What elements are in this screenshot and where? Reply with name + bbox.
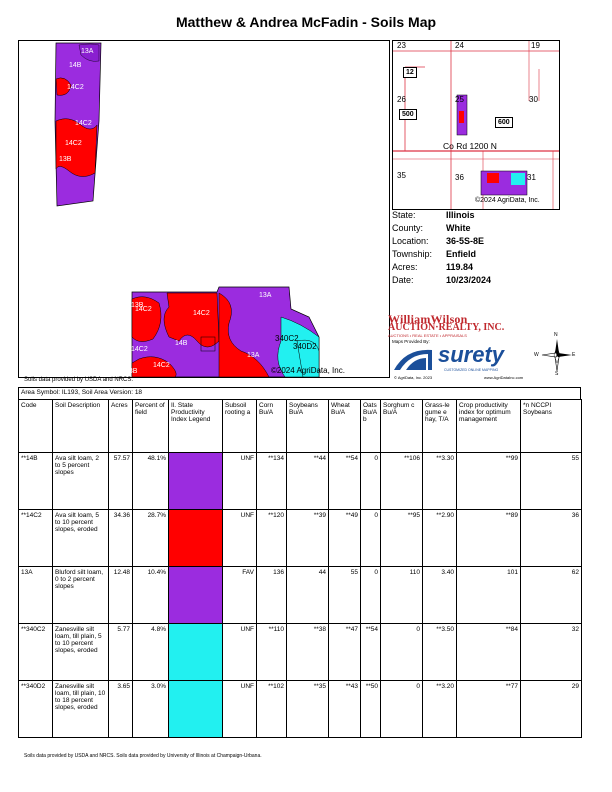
map-label: 14C2 [135,306,152,313]
col-header: Crop productivity index for optimum management [457,400,521,453]
productivity-legend-swatch [169,510,223,567]
col-header: Percent of field [133,400,169,453]
productivity-legend-swatch [169,453,223,510]
table-cell-hay: 3.40 [423,567,457,624]
table-cell-code: **340D2 [19,681,53,738]
property-info [392,209,562,287]
col-header: Il. State Productivity Index Legend [169,400,223,453]
col-header: Subsoil rooting a [223,400,257,453]
table-cell-corn: 136 [257,567,287,624]
table-cell-code: 13A [19,567,53,624]
road-marker: 12 [403,67,417,78]
col-header: Soybeans Bu/A [287,400,329,453]
table-cell-wheat: 55 [329,567,361,624]
table-cell-acres: 12.48 [109,567,133,624]
logo-website: www.AgriDataInc.com [484,375,524,380]
table-cell-rooting: FAV [223,567,257,624]
map-label: 14C2 [67,84,84,91]
table-cell-corn: **134 [257,453,287,510]
table-cell-code: **340C2 [19,624,53,681]
table-cell-pct: 10.4% [133,567,169,624]
table-cell-cpi: **84 [457,624,521,681]
table-cell-desc: Ava silt loam, 2 to 5 percent slopes [53,453,109,510]
map-label: 13B [59,156,72,163]
info-row-date [392,274,562,287]
map-label: 340D2 [293,342,317,351]
table-cell-desc: Bluford silt loam, 0 to 2 percent slopes [53,567,109,624]
table-cell-soy: **44 [287,453,329,510]
page-title: Matthew & Andrea McFadin - Soils Map [175,14,437,30]
table-row [19,510,582,567]
info-label: County: [392,223,424,233]
info-value: Enfield [446,249,477,259]
table-cell-wheat: **43 [329,681,361,738]
map-label: 340C2 [275,334,299,343]
info-row-state [392,209,562,222]
road-name: Co Rd 1200 N [443,141,497,151]
soils-ack-bottom: Soils data provided by USDA and NRCS. Soils data provided by University of Illinois at Champaign-Urbana. [24,753,262,759]
section-label: 19 [531,41,540,50]
table-cell-acres: 3.65 [109,681,133,738]
table-cell-sorghum: **95 [381,510,423,567]
table-cell-desc: Ava silt loam, 5 to 10 percent slopes, eroded [53,510,109,567]
productivity-legend-swatch [169,624,223,681]
locator-watermark: ©2024 AgriData, Inc. [475,197,540,204]
table-row [19,453,582,510]
info-label: State: [392,210,416,220]
road-marker: 600 [495,117,513,128]
table-cell-wheat: **47 [329,624,361,681]
table-cell-oats: 0 [361,567,381,624]
table-cell-soy: **38 [287,624,329,681]
table-row [19,624,582,681]
table-cell-nccpi: 55 [521,453,582,510]
table-cell-acres: 34.36 [109,510,133,567]
col-header: Corn Bu/A [257,400,287,453]
info-value: White [446,223,471,233]
table-cell-soy: **39 [287,510,329,567]
table-cell-desc: Zanesville silt loam, till plain, 5 to 10 percent slopes, eroded [53,624,109,681]
table-cell-cpi: **77 [457,681,521,738]
compass-east: E [572,352,576,358]
section-label: 30 [529,95,538,104]
map-label: 14B [69,62,82,69]
map-watermark: ©2024 AgriData, Inc. [271,366,345,375]
soils-map[interactable] [18,40,390,378]
section-label: 23 [397,41,406,50]
compass-north: N [554,332,558,338]
info-value: 10/23/2024 [446,275,492,285]
table-cell-rooting: UNF [223,624,257,681]
col-header: Acres [109,400,133,453]
info-label: Date: [392,275,414,285]
table-row [19,567,582,624]
locator-map-canvas [393,41,559,209]
table-cell-oats: 0 [361,453,381,510]
col-header: Oats Bu/A b [361,400,381,453]
map-label: 14C2 [131,346,148,353]
table-cell-sorghum: 0 [381,624,423,681]
table-cell-oats: **54 [361,624,381,681]
productivity-legend-swatch [169,567,223,624]
table-cell-oats: 0 [361,510,381,567]
table-cell-pct: 28.7% [133,510,169,567]
soils-table-container [18,387,581,738]
section-label: 26 [397,95,406,104]
table-cell-hay: **3.50 [423,624,457,681]
col-header: *n NCCPI Soybeans [521,400,582,453]
info-label: Acres: [392,262,418,272]
soils-table [18,399,582,738]
table-cell-cpi: **99 [457,453,521,510]
info-value: 119.84 [446,262,474,272]
table-cell-corn: **102 [257,681,287,738]
table-cell-wheat: **54 [329,453,361,510]
table-cell-rooting: UNF [223,453,257,510]
table-cell-cpi: 101 [457,567,521,624]
map-label: 14C2 [153,362,170,369]
table-cell-pct: 3.0% [133,681,169,738]
table-cell-cpi: **89 [457,510,521,567]
col-header: Sorghum c Bu/A [381,400,423,453]
area-symbol: Area Symbol: IL193, Soil Area Version: 18 [18,387,581,399]
table-cell-hay: **3.20 [423,681,457,738]
table-cell-nccpi: 29 [521,681,582,738]
section-label: 35 [397,171,406,180]
map-label: 13B [125,368,138,375]
info-row-township [392,248,562,261]
maps-provided-label: Maps Provided By: [392,339,430,344]
table-cell-oats: **50 [361,681,381,738]
info-row-county [392,222,562,235]
logo-copyright: © AgriData, Inc. 2023 [394,375,433,380]
map-label: 13A [81,48,94,55]
surety-logo-sub: CUSTOMIZED ONLINE MAPPING [444,368,499,372]
table-cell-soy: **35 [287,681,329,738]
productivity-legend-swatch [169,681,223,738]
info-value: Illinois [446,210,475,220]
table-cell-soy: 44 [287,567,329,624]
table-cell-corn: **120 [257,510,287,567]
map-label: 13A [259,292,272,299]
table-cell-acres: 57.57 [109,453,133,510]
table-cell-sorghum: 0 [381,681,423,738]
map-label: 14C2 [65,140,82,147]
table-cell-rooting: UNF [223,510,257,567]
auction-logo-name: WilliamWilson [388,312,468,326]
table-cell-acres: 5.77 [109,624,133,681]
col-header: Soil Description [53,400,109,453]
table-cell-code: **14B [19,453,53,510]
table-cell-rooting: UNF [223,681,257,738]
info-value: 36-5S-8E [446,236,485,246]
section-label: 25 [455,95,464,104]
table-cell-nccpi: 32 [521,624,582,681]
map-label: 13B [131,302,144,309]
auction-logo-company: AUCTION·REALTY, INC. [388,322,505,333]
map-label: 13A [247,352,260,359]
table-cell-pct: 4.8% [133,624,169,681]
col-header: Wheat Bu/A [329,400,361,453]
section-label: 24 [455,41,464,50]
soils-ack-top: Soils data provided by USDA and NRCS. [24,377,134,383]
table-cell-code: **14C2 [19,510,53,567]
surety-logo-text: surety [438,342,505,367]
map-label: 14B [175,340,188,347]
info-row-location [392,235,562,248]
table-row [19,681,582,738]
locator-map[interactable] [392,40,560,210]
table-cell-wheat: **49 [329,510,361,567]
table-header-row [19,400,582,453]
table-cell-sorghum: **106 [381,453,423,510]
map-label: 14C2 [75,120,92,127]
section-label: 36 [455,173,464,182]
surety-logo-icon [392,346,434,372]
table-cell-hay: **3.30 [423,453,457,510]
road-marker: 500 [399,109,417,120]
col-header: Code [19,400,53,453]
table-cell-pct: 48.1% [133,453,169,510]
info-row-acres [392,261,562,274]
soils-map-canvas [19,41,389,377]
info-label: Township: [392,249,433,259]
table-cell-corn: **110 [257,624,287,681]
table-cell-sorghum: 110 [381,567,423,624]
auction-logo-tagline: AUCTIONS • REAL ESTATE • APPRAISALS [388,333,467,338]
table-cell-desc: Zanesville silt loam, till plain, 10 to 18 percent slopes, eroded [53,681,109,738]
compass-south: S [555,371,559,377]
map-label: 14C2 [193,310,210,317]
table-cell-hay: **2.90 [423,510,457,567]
compass-rose-icon [534,332,576,377]
compass-west: W [534,352,539,358]
info-label: Location: [392,236,429,246]
col-header: Grass-le gume e hay, T/A [423,400,457,453]
section-label: 31 [527,173,536,182]
table-cell-nccpi: 36 [521,510,582,567]
table-cell-nccpi: 62 [521,567,582,624]
